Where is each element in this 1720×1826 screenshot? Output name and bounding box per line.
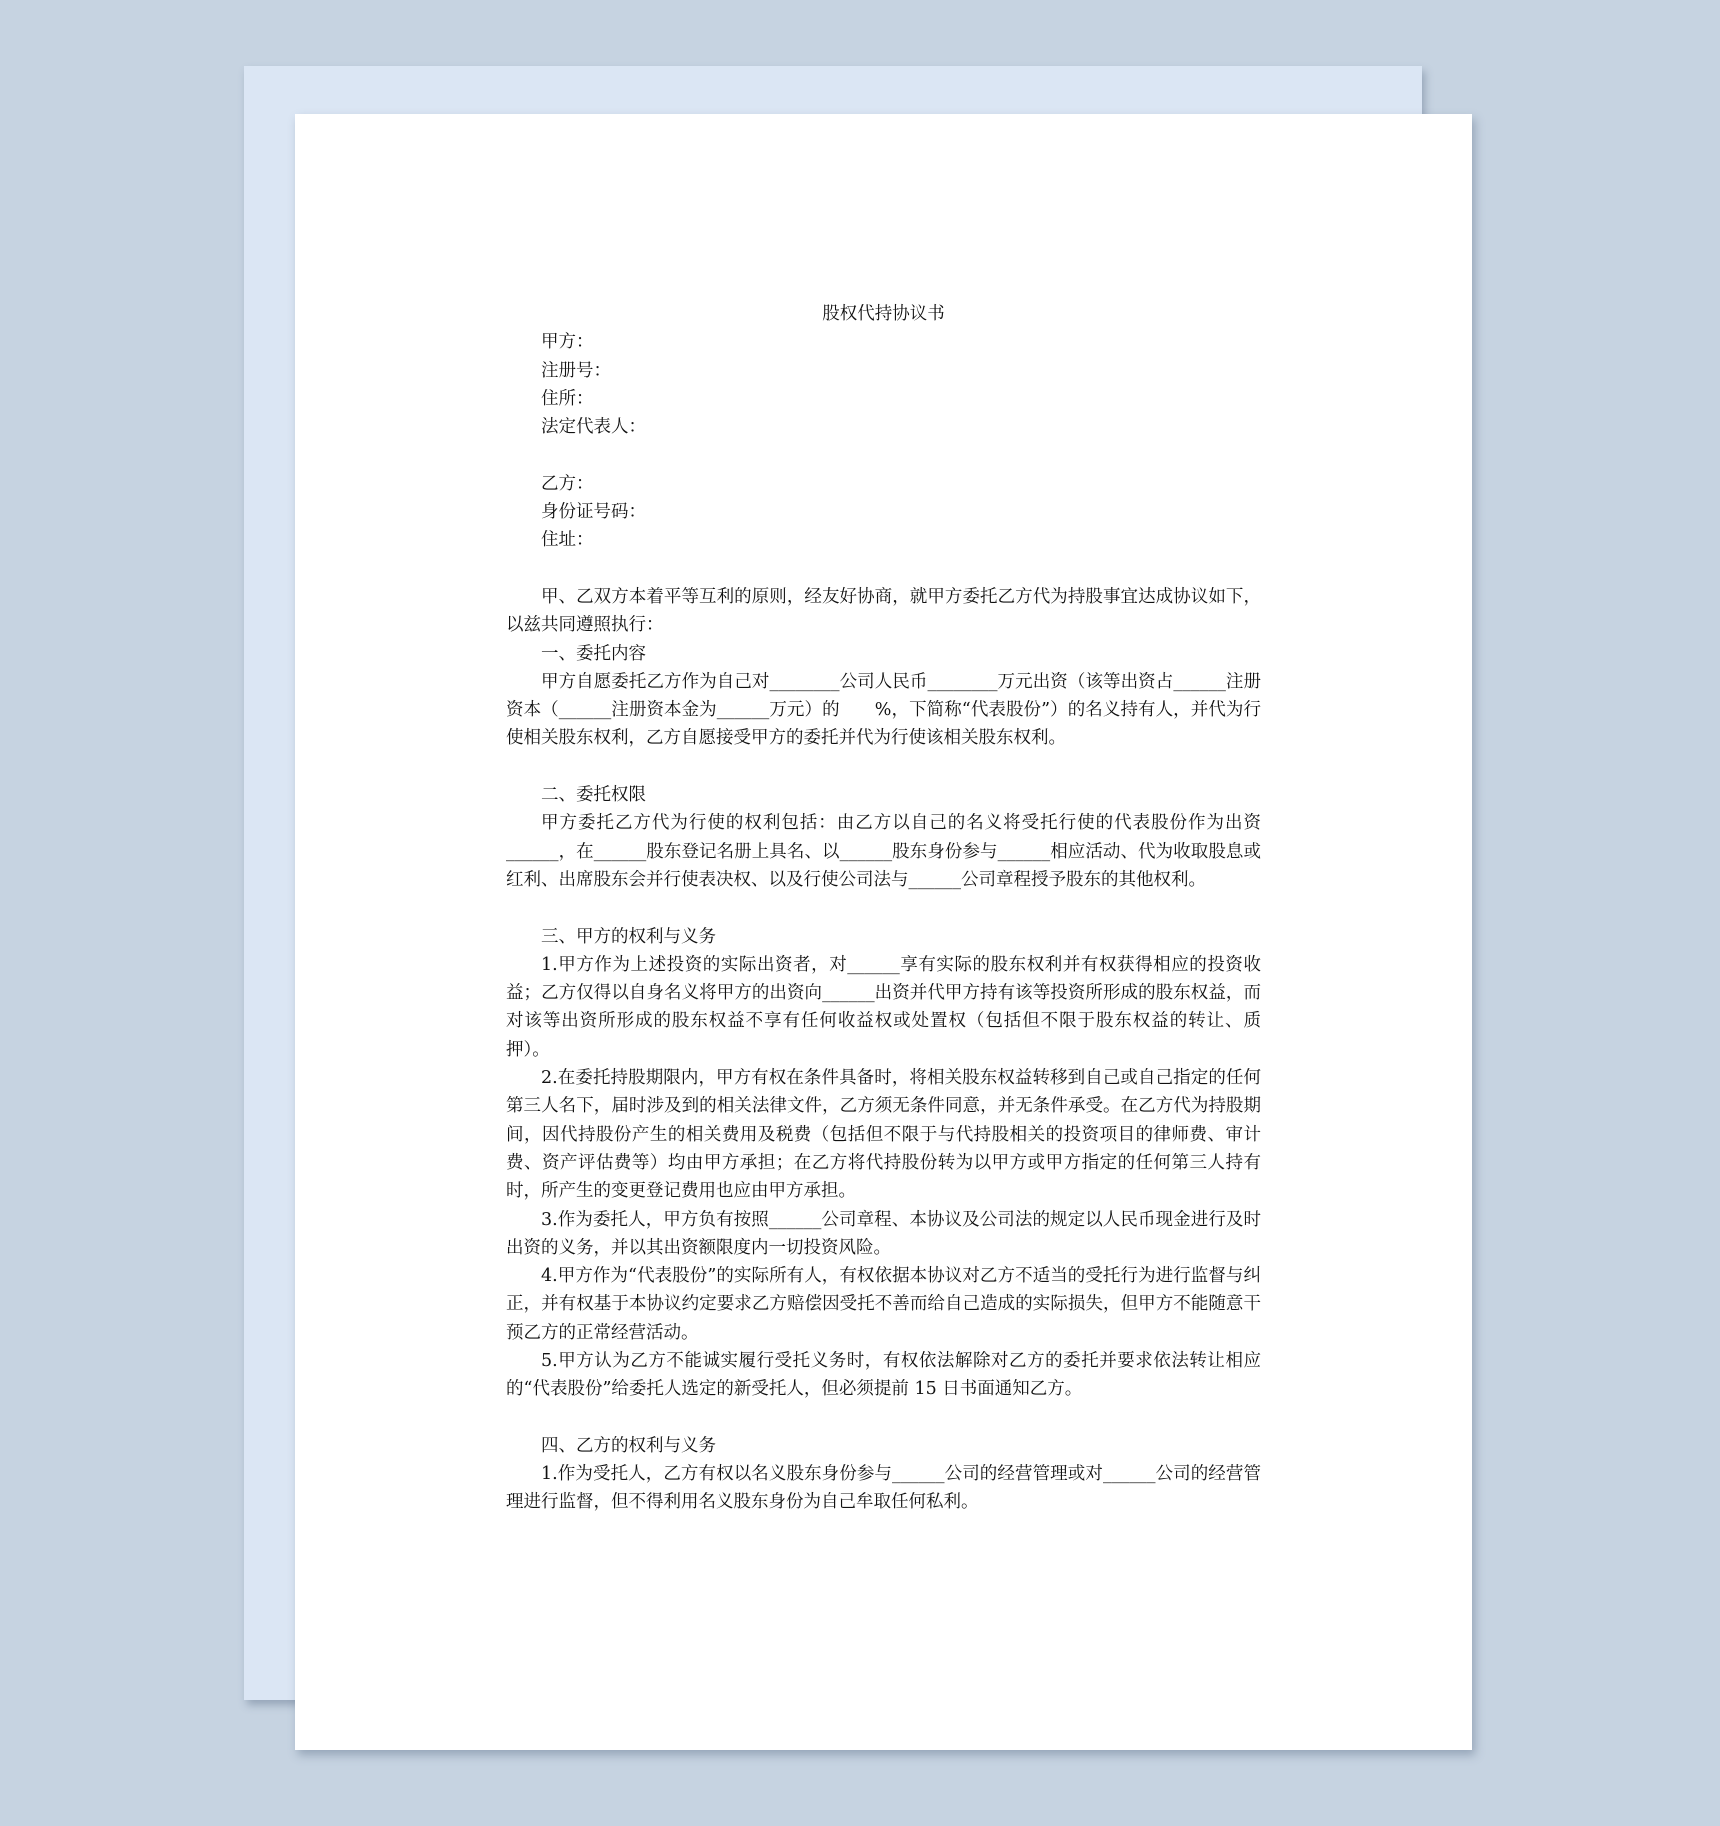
party-a-reg-no: 注册号： (541, 360, 611, 381)
section-3-paragraph-1: 1.甲方作为上述投资的实际出资者，对______享有实际的股东权利并有权获得相应的投资收益；乙方仅得以自身名义将甲方的出资向______出资并代甲方持有该等投资所形成的股东权益，而对该等出资所形成的股东权益不享有任何收益权或处置权（包括但不限于股东权益的转让、质押）。 (506, 954, 1261, 1060)
party-a-address: 住所： (541, 388, 594, 409)
agreement-document-body (506, 300, 1261, 1517)
section-2-paragraph-1: 甲方委托乙方代为行使的权利包括：由乙方以自己的名义将受托行使的代表股份作为出资______，在______股东登记名册上具名、以______股东身份参与______相应活动、代为收取股息或红利、出席股东会并行使表决权、以及行使公司法与______公司章程授予股东的其他权利。 (506, 813, 1261, 890)
blank-line (506, 894, 1261, 922)
party-b-address: 住址： (541, 530, 594, 551)
blank-line (506, 441, 1261, 469)
section-4-paragraph-1: 1.作为受托人，乙方有权以名义股东身份参与______公司的经营管理或对______公司的经营管理进行监督，但不得利用名义股东身份为自己牟取任何私利。 (506, 1464, 1261, 1513)
party-a-label: 甲方： (541, 332, 594, 353)
party-a-legal-rep: 法定代表人： (541, 417, 646, 438)
section-1-paragraph-1: 甲方自愿委托乙方作为自己对________公司人民币________万元出资（该等出资占______注册资本（______注册资本金为______万元）的 %，下简称“代表股份”）的名义持有人，并代为行使相关股东权利，乙方自愿接受甲方的委托并代为行使该相关股东权利。 (506, 671, 1261, 749)
party-b-id-no: 身份证号码： (541, 502, 646, 523)
section-2-heading: 二、委托权限 (541, 785, 646, 806)
blank-line (506, 555, 1261, 583)
section-4-heading: 四、乙方的权利与义务 (541, 1435, 716, 1456)
section-3-paragraph-3: 3.作为委托人，甲方负有按照______公司章程、本协议及公司法的规定以人民币现金进行及时出资的义务，并以其出资额限度内一切投资风险。 (506, 1209, 1261, 1258)
party-b-label: 乙方： (541, 473, 594, 494)
section-3-heading: 三、甲方的权利与义务 (541, 926, 716, 947)
blank-line (506, 1404, 1261, 1432)
front-paper-sheet (295, 114, 1472, 1750)
document-title: 股权代持协议书 (822, 304, 945, 324)
section-3-paragraph-2: 2.在委托持股期限内，甲方有权在条件具备时，将相关股东权益转移到自己或自己指定的任何第三人名下，届时涉及到的相关法律文件，乙方须无条件同意，并无条件承受。在乙方代为持股期间，因代持股份产生的相关费用及税费（包括但不限于与代持股相关的投资项目的律师费、审计费、资产评估费等）均由甲方承担；在乙方将代持股份转为以甲方或甲方指定的任何第三人持有时，所产生的变更登记费用也应由甲方承担。 (506, 1068, 1261, 1202)
preamble-paragraph: 甲、乙双方本着平等互利的原则，经友好协商，就甲方委托乙方代为持股事宜达成协议如下，以兹共同遵照执行： (506, 586, 1261, 636)
section-3-paragraph-5: 5.甲方认为乙方不能诚实履行受托义务时，有权依法解除对乙方的委托并要求依法转让相应的“代表股份”给委托人选定的新受托人，但必须提前 15 日书面通知乙方。 (506, 1350, 1261, 1400)
blank-line (506, 753, 1261, 781)
section-3-paragraph-4: 4.甲方作为“代表股份”的实际所有人，有权依据本协议对乙方不适当的受托行为进行监督与纠正，并有权基于本协议约定要求乙方赔偿因受托不善而给自己造成的实际损失，但甲方不能随意干预乙方的正常经营活动。 (506, 1266, 1261, 1343)
section-1-heading: 一、委托内容 (541, 643, 646, 664)
